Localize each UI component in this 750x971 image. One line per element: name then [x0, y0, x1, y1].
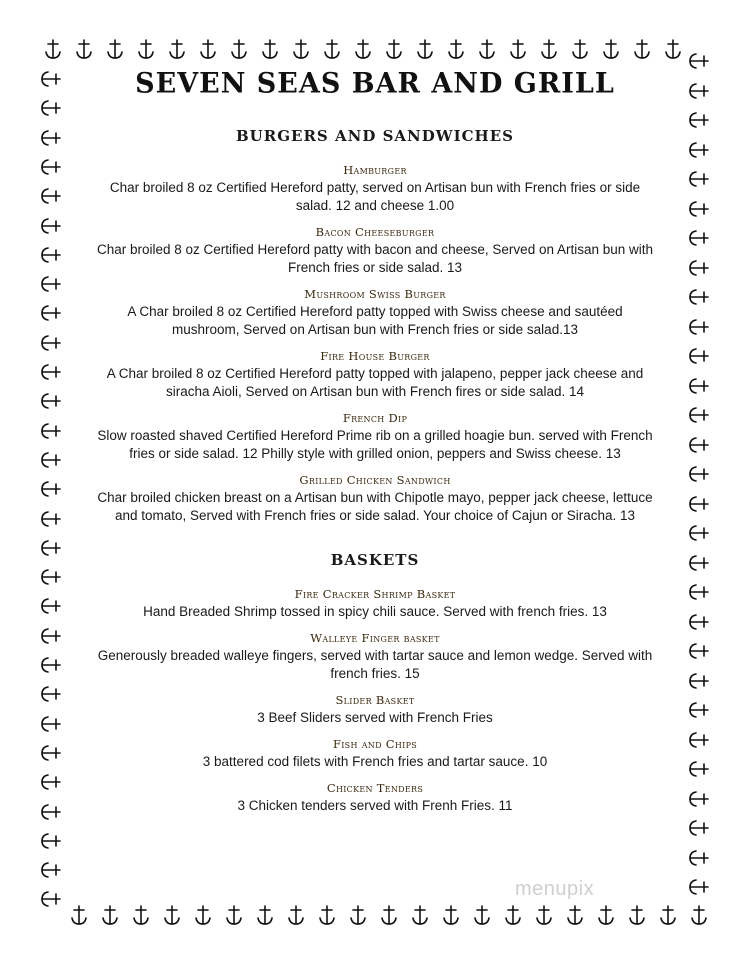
menu-item-description: Char broiled 8 oz Certified Hereford patty with bacon and cheese, Served on Artisan bun with French fries or side salad. 13	[96, 242, 654, 275]
menu-item	[95, 737, 655, 771]
anchor-icon	[40, 392, 62, 410]
anchor-icon	[261, 38, 279, 60]
anchor-icon	[473, 904, 491, 926]
menu-item-name: Slider Basket	[335, 693, 415, 707]
anchor-icon	[540, 38, 558, 60]
anchor-icon	[688, 229, 710, 247]
menu-item	[95, 411, 655, 463]
menu-item-description: Char broiled 8 oz Certified Hereford patty, served on Artisan bun with French fries or side salad. 12 and cheese 1.00	[109, 180, 641, 213]
anchor-icon	[602, 38, 620, 60]
anchor-icon	[688, 878, 710, 896]
anchor-icon	[478, 38, 496, 60]
menu-section	[95, 551, 655, 815]
anchor-icon	[688, 524, 710, 542]
anchor-icon	[225, 904, 243, 926]
menu-item-name: Fire Cracker Shrimp Basket	[294, 587, 456, 601]
anchor-icon	[40, 568, 62, 586]
menu-item	[95, 693, 655, 727]
anchor-icon	[40, 773, 62, 791]
anchor-icon	[40, 744, 62, 762]
anchor-icon	[688, 377, 710, 395]
menu-item-description: 3 Chicken tenders served with Frenh Fries. 11	[237, 798, 513, 813]
anchor-icon	[688, 288, 710, 306]
anchor-icon	[40, 334, 62, 352]
anchor-icon	[380, 904, 398, 926]
menu-item-description: 3 Beef Sliders served with French Fries	[257, 710, 493, 725]
anchor-icon	[688, 849, 710, 867]
section-title: BASKETS	[330, 551, 420, 569]
anchor-icon	[688, 200, 710, 218]
menu-sections	[95, 127, 655, 815]
anchor-icon	[40, 129, 62, 147]
anchor-icon	[688, 465, 710, 483]
anchor-icon	[199, 38, 217, 60]
anchor-icon	[40, 890, 62, 908]
anchor-icon	[509, 38, 527, 60]
anchor-icon	[354, 38, 372, 60]
anchor-icon	[688, 52, 710, 70]
anchor-icon	[40, 510, 62, 528]
anchor-icon	[40, 275, 62, 293]
anchor-icon	[688, 318, 710, 336]
anchor-icon	[40, 187, 62, 205]
menu-item-name: Walleye Finger basket	[310, 631, 440, 645]
anchor-icon	[690, 904, 708, 926]
menu-content	[95, 62, 655, 841]
anchor-icon	[688, 790, 710, 808]
menu-item-name: Chicken Tenders	[326, 781, 424, 795]
anchor-icon	[323, 38, 341, 60]
anchor-icon	[40, 158, 62, 176]
anchor-icon	[688, 672, 710, 690]
anchor-icon	[566, 904, 584, 926]
anchor-icon	[633, 38, 651, 60]
menu-item-description: Hand Breaded Shrimp tossed in spicy chili sauce. Served with french fries. 13	[143, 604, 607, 619]
anchor-icon	[688, 406, 710, 424]
anchor-icon	[447, 38, 465, 60]
menu-item	[95, 225, 655, 277]
anchor-icon	[101, 904, 119, 926]
anchor-icon	[535, 904, 553, 926]
anchor-icon	[385, 38, 403, 60]
menu-item	[95, 349, 655, 401]
anchor-icon	[688, 347, 710, 365]
menu-item-name: Bacon Cheeseburger	[315, 225, 435, 239]
menu-item-name: Mushroom Swiss Burger	[304, 287, 446, 301]
anchor-icon	[40, 304, 62, 322]
menu-item	[95, 631, 655, 683]
menu-item-name: Fish and Chips	[332, 737, 418, 751]
anchor-icon	[168, 38, 186, 60]
anchor-icon	[442, 904, 460, 926]
menu-item-name: Grilled Chicken Sandwich	[299, 473, 451, 487]
menu-item-description: Slow roasted shaved Certified Hereford Prime rib on a grilled hoagie bun. served with French fries or side salad. 12 Philly style with grilled onion, peppers and Swiss cheese. 13	[97, 428, 653, 461]
anchor-icon	[106, 38, 124, 60]
anchor-icon	[597, 904, 615, 926]
anchor-icon	[688, 731, 710, 749]
menu-item	[95, 781, 655, 815]
menu-item-name: Fire House Burger	[320, 349, 430, 363]
anchor-icon	[688, 554, 710, 572]
anchor-icon	[40, 627, 62, 645]
anchor-icon	[137, 38, 155, 60]
anchor-icon	[70, 904, 88, 926]
menu-item-description: Char broiled chicken breast on a Artisan bun with Chipotle mayo, pepper jack cheese, lettuce and tomato, Served with French fries or side salad. Your choice of Cajun or Siracha. 13	[97, 490, 653, 523]
anchor-icon	[664, 38, 682, 60]
menu-item	[95, 473, 655, 525]
anchor-icon	[75, 38, 93, 60]
anchor-icon	[688, 436, 710, 454]
anchor-icon	[40, 656, 62, 674]
anchor-icon	[349, 904, 367, 926]
anchor-icon	[504, 904, 522, 926]
anchor-icon	[44, 38, 62, 60]
anchor-icon	[416, 38, 434, 60]
menu-item	[95, 163, 655, 215]
anchor-icon	[688, 613, 710, 631]
watermark: menupix	[515, 878, 595, 900]
anchor-icon	[688, 111, 710, 129]
anchor-icon	[40, 685, 62, 703]
anchor-icon	[40, 99, 62, 117]
anchor-icon	[688, 642, 710, 660]
menu-item	[95, 287, 655, 339]
anchor-icon	[194, 904, 212, 926]
anchor-icon	[40, 832, 62, 850]
anchor-icon	[318, 904, 336, 926]
anchor-icon	[132, 904, 150, 926]
anchor-icon	[688, 583, 710, 601]
anchor-icon	[688, 819, 710, 837]
anchor-icon	[230, 38, 248, 60]
anchor-icon	[628, 904, 646, 926]
menu-item-description: Generously breaded walleye fingers, served with tartar sauce and lemon wedge. Served with french fries. 15	[97, 648, 653, 681]
anchor-icon	[688, 141, 710, 159]
anchor-icon	[40, 803, 62, 821]
anchor-icon	[571, 38, 589, 60]
anchor-icon	[659, 904, 677, 926]
menu-item-name: French Dip	[342, 411, 408, 425]
menu-section	[95, 127, 655, 525]
anchor-icon	[688, 760, 710, 778]
menu-item-name: Hamburger	[343, 163, 407, 177]
anchor-icon	[688, 701, 710, 719]
anchor-icon	[40, 480, 62, 498]
anchor-icon	[40, 597, 62, 615]
anchor-icon	[688, 259, 710, 277]
anchor-icon	[292, 38, 310, 60]
anchor-icon	[688, 82, 710, 100]
menu-item	[95, 587, 655, 621]
anchor-icon	[40, 363, 62, 381]
page-title: SEVEN SEAS BAR AND GRILL	[135, 67, 615, 100]
menu-item-description: A Char broiled 8 oz Certified Hereford patty topped with Swiss cheese and sautéed mushroom, Served on Artisan bun with French fries or side salad.13	[127, 304, 623, 337]
anchor-icon	[40, 70, 62, 88]
anchor-icon	[40, 217, 62, 235]
anchor-icon	[411, 904, 429, 926]
anchor-icon	[688, 495, 710, 513]
anchor-icon	[256, 904, 274, 926]
anchor-icon	[688, 170, 710, 188]
anchor-icon	[40, 539, 62, 557]
anchor-icon	[40, 861, 62, 879]
anchor-icon	[40, 422, 62, 440]
anchor-icon	[163, 904, 181, 926]
menu-item-description: 3 battered cod filets with French fries and tartar sauce. 10	[202, 754, 548, 769]
anchor-icon	[287, 904, 305, 926]
menu-item-description: A Char broiled 8 oz Certified Hereford patty topped with jalapeno, pepper jack cheese and siracha Aioli, Served on Artisan bun with French fires or side salad. 14	[106, 366, 644, 399]
anchor-icon	[40, 246, 62, 264]
anchor-icon	[40, 451, 62, 469]
anchor-icon	[40, 715, 62, 733]
section-title: BURGERS AND SANDWICHES	[236, 127, 514, 145]
